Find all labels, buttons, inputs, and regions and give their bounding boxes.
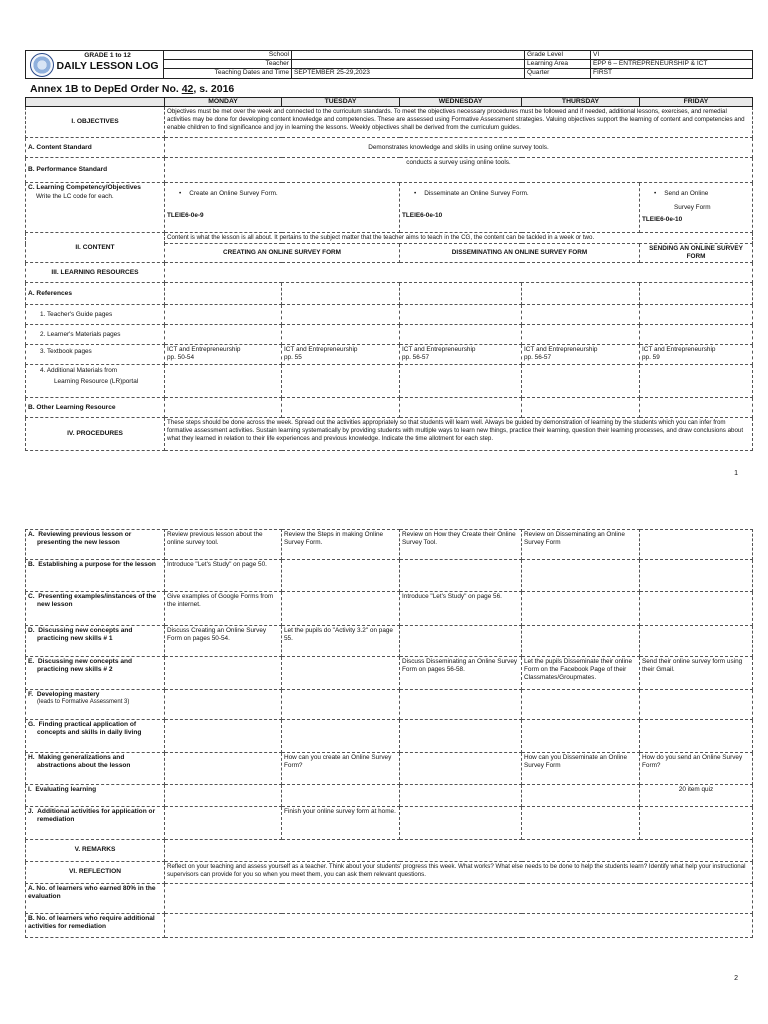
- teacher-value[interactable]: [292, 60, 525, 69]
- step-letter: D.: [28, 627, 35, 634]
- annex-number: 42: [181, 83, 194, 95]
- tg-thu[interactable]: [522, 305, 640, 325]
- step-cell-tue[interactable]: Review the Steps in making Online Survey Form.: [282, 530, 400, 560]
- step-cell-tue[interactable]: Finish your online survey form at home.: [282, 807, 400, 840]
- textbook-pages: pp. 55: [284, 354, 302, 362]
- references-tue[interactable]: [282, 283, 400, 305]
- procedure-step-label: [26, 530, 165, 560]
- content-mon-tue[interactable]: CREATING AN ONLINE SURVEY FORM: [165, 244, 400, 263]
- performance-standard-label: B. Performance Standard: [26, 158, 165, 183]
- step-cell-mon[interactable]: [165, 690, 282, 720]
- step-title: Establishing a purpose for the lesson: [38, 561, 156, 568]
- performance-standard-value[interactable]: conducts a survey using online tools.: [165, 158, 753, 183]
- reflection-label: VI. REFLECTION: [26, 862, 165, 884]
- am-tue[interactable]: [282, 365, 400, 398]
- step-cell-mon[interactable]: Review previous lesson about the online survey tool.: [165, 530, 282, 560]
- step-title: Evaluating learning: [35, 786, 97, 793]
- references-wed[interactable]: [400, 283, 522, 305]
- content-fri[interactable]: SENDING AN ONLINE SURVEY FORM: [640, 244, 753, 263]
- procedure-step-label: [26, 657, 165, 690]
- procedure-step-row: [26, 690, 753, 720]
- am-fri[interactable]: [640, 365, 753, 398]
- competency-send-1: Send an Online: [664, 190, 709, 198]
- learners-materials-label: 2. Learner's Materials pages: [26, 325, 165, 345]
- step-cell-tue[interactable]: [282, 690, 400, 720]
- step-title: Reviewing previous lesson or presenting the new lesson: [37, 531, 132, 547]
- step-cell-fri[interactable]: [640, 807, 753, 840]
- annex-line: [30, 83, 234, 95]
- content-wed-thu[interactable]: DISSEMINATING AN ONLINE SURVEY FORM: [400, 244, 640, 263]
- step-cell-mon[interactable]: Discuss Creating an Online Survey Form on pages 50-54.: [165, 626, 282, 657]
- procedure-step-row: [26, 753, 753, 785]
- procedures-label: IV. PROCEDURES: [26, 418, 165, 451]
- day-header-monday: MONDAY: [165, 98, 282, 107]
- step-cell-thu[interactable]: Let the pupils Disseminate their online Form on the Facebook Page of their Classmates/Groupmates.: [522, 657, 640, 690]
- learning-area-value[interactable]: EPP 6 – ENTREPRENEURSHIP & ICT: [591, 60, 753, 69]
- procedure-step-row: [26, 560, 753, 592]
- am-mon[interactable]: [165, 365, 282, 398]
- competency-create-code: TLEIE6-0e-9: [167, 212, 204, 220]
- content-standard-value[interactable]: Demonstrates knowledge and skills in using online survey tools.: [165, 138, 753, 158]
- competency-send-code: TLEIE6-0e-10: [642, 216, 683, 224]
- school-value[interactable]: [292, 51, 525, 60]
- remarks-cell[interactable]: [165, 840, 753, 862]
- procedure-step-row: [26, 530, 753, 560]
- step-letter: H.: [28, 754, 35, 761]
- page-number-2: 2: [734, 975, 738, 982]
- textbook-wed[interactable]: [400, 345, 522, 365]
- step-cell-thu[interactable]: [522, 560, 640, 592]
- step-cell-thu[interactable]: [522, 720, 640, 753]
- textbook-title: ICT and Entrepreneurship: [402, 346, 476, 354]
- tg-fri[interactable]: [640, 305, 753, 325]
- step-cell-wed[interactable]: [400, 626, 522, 657]
- lm-mon[interactable]: [165, 325, 282, 345]
- reflection-note: Reflect on your teaching and assess yourself as a teacher. Think about your students' progress this week. What works? What else needs to be done to help the students learn? Identify what help your instructional supervisors can provide for you so when you meet them, you can ask them relevant questions.: [165, 862, 753, 884]
- step-title: Discussing new concepts and practicing new skills # 1: [37, 627, 133, 643]
- header-table: [25, 50, 753, 79]
- step-cell-tue[interactable]: [282, 785, 400, 807]
- annex-suffix: , s. 2016: [193, 83, 235, 95]
- other-wed[interactable]: [400, 398, 522, 418]
- step-cell-thu[interactable]: Review on Disseminating an Online Survey Form: [522, 530, 640, 560]
- grade-level-label: Grade Level: [525, 51, 591, 60]
- step-cell-thu[interactable]: [522, 592, 640, 626]
- lm-tue[interactable]: [282, 325, 400, 345]
- textbook-title: ICT and Entrepreneurship: [167, 346, 241, 354]
- step-cell-tue[interactable]: Let the pupils do "Activity 3.2" on page 55.: [282, 626, 400, 657]
- learners-remediation-cell[interactable]: [165, 914, 753, 938]
- step-cell-mon[interactable]: Give examples of Google Forms from the internet.: [165, 592, 282, 626]
- step-cell-tue[interactable]: [282, 657, 400, 690]
- step-cell-fri[interactable]: 20 item quiz: [640, 785, 753, 807]
- tg-wed[interactable]: [400, 305, 522, 325]
- dates-value[interactable]: SEPTEMBER 25-29,2023: [292, 69, 525, 78]
- other-tue[interactable]: [282, 398, 400, 418]
- procedure-step-label: [26, 560, 165, 592]
- step-cell-wed[interactable]: [400, 807, 522, 840]
- competency-label: C. Learning Competency/Objectives: [28, 184, 141, 192]
- lm-fri[interactable]: [640, 325, 753, 345]
- references-label: A. References: [26, 283, 165, 305]
- textbook-thu[interactable]: [522, 345, 640, 365]
- step-cell-fri[interactable]: Send their online survey form using their Gmail.: [640, 657, 753, 690]
- additional-materials-line-1: 4. Additional Materials from: [40, 367, 118, 375]
- step-cell-mon[interactable]: [165, 657, 282, 690]
- learning-resources-label: III. LEARNING RESOURCES: [26, 263, 165, 283]
- step-cell-fri[interactable]: [640, 720, 753, 753]
- step-cell-tue[interactable]: [282, 592, 400, 626]
- header-brand: [26, 51, 164, 79]
- am-wed[interactable]: [400, 365, 522, 398]
- procedure-step-row: [26, 626, 753, 657]
- learners-remediation-label: B. No. of learners who require additional activities for remediation: [26, 914, 165, 938]
- day-header-wednesday: WEDNESDAY: [400, 98, 522, 107]
- competency-disseminate: Disseminate an Online Survey Form.: [424, 190, 529, 198]
- competency-fri[interactable]: [640, 183, 753, 233]
- step-letter: C.: [28, 593, 35, 600]
- step-cell-tue[interactable]: [282, 720, 400, 753]
- grade-range: GRADE 1 to 12: [84, 51, 131, 59]
- step-cell-thu[interactable]: [522, 807, 640, 840]
- learners-80-label: A. No. of learners who earned 80% in the evaluation: [26, 884, 165, 914]
- textbook-title: ICT and Entrepreneurship: [524, 346, 598, 354]
- procedure-step-row: [26, 785, 753, 807]
- references-fri[interactable]: [640, 283, 753, 305]
- step-title: Developing mastery: [36, 691, 100, 698]
- textbook-label: 3. Textbook pages: [26, 345, 165, 365]
- dates-label: Teaching Dates and Time: [164, 69, 292, 78]
- other-mon[interactable]: [165, 398, 282, 418]
- page-2: [0, 512, 768, 1024]
- step-cell-wed[interactable]: [400, 720, 522, 753]
- step-cell-thu[interactable]: How can you Disseminate an Online Survey Form: [522, 753, 640, 785]
- step-cell-fri[interactable]: How do you send an Online Survey Form?: [640, 753, 753, 785]
- step-sub: (leads to Formative Assessment 3): [37, 699, 130, 706]
- step-cell-wed[interactable]: [400, 753, 522, 785]
- school-label: School: [164, 51, 292, 60]
- teachers-guide-label: 1. Teacher's Guide pages: [26, 305, 165, 325]
- step-title: Finding practical application of concepts and skills in daily living: [37, 721, 142, 737]
- learning-resources-cell: [165, 263, 753, 283]
- procedures-table: [25, 529, 753, 938]
- step-letter: J.: [28, 808, 34, 815]
- annex-prefix: Annex 1B to DepEd Order No.: [30, 83, 182, 95]
- day-header-friday: FRIDAY: [640, 98, 753, 107]
- competency-mon-tue[interactable]: [165, 183, 400, 233]
- step-cell-fri[interactable]: [640, 530, 753, 560]
- teacher-label: Teacher: [164, 60, 292, 69]
- step-cell-tue[interactable]: How can you create an Online Survey Form?: [282, 753, 400, 785]
- procedure-step-label: [26, 720, 165, 753]
- tg-mon[interactable]: [165, 305, 282, 325]
- step-letter: A.: [28, 531, 35, 538]
- references-mon[interactable]: [165, 283, 282, 305]
- procedure-step-label: [26, 753, 165, 785]
- procedure-step-label: [26, 626, 165, 657]
- dll-main-table: [25, 97, 753, 451]
- step-letter: I.: [28, 786, 32, 793]
- step-cell-wed[interactable]: Introduce "Let's Study" on page 56.: [400, 592, 522, 626]
- day-header-thursday: THURSDAY: [522, 98, 640, 107]
- textbook-pages: pp. 59: [642, 354, 660, 362]
- procedure-step-row: [26, 592, 753, 626]
- step-cell-wed[interactable]: [400, 560, 522, 592]
- procedure-step-label: [26, 807, 165, 840]
- procedure-step-label: [26, 690, 165, 720]
- step-letter: E.: [28, 658, 35, 665]
- page-number-1: 1: [734, 470, 738, 477]
- step-cell-mon[interactable]: [165, 753, 282, 785]
- textbook-pages: pp. 56-57: [524, 354, 552, 362]
- competency-send-2: Survey Form: [674, 204, 711, 212]
- competency-create: Create an Online Survey Form.: [189, 190, 278, 198]
- objectives-label: I. OBJECTIVES: [26, 107, 165, 138]
- quarter-value[interactable]: FIRST: [591, 69, 753, 78]
- step-title: Presenting examples/instances of the new lesson: [37, 593, 157, 609]
- additional-materials-line-2: Learning Resource (LR)portal: [54, 378, 139, 386]
- competency-disseminate-code: TLEIE6-0e-10: [402, 212, 443, 220]
- textbook-title: ICT and Entrepreneurship: [642, 346, 716, 354]
- textbook-tue[interactable]: [282, 345, 400, 365]
- tg-tue[interactable]: [282, 305, 400, 325]
- day-header-tuesday: TUESDAY: [282, 98, 400, 107]
- step-cell-fri[interactable]: [640, 626, 753, 657]
- procedure-step-label: [26, 592, 165, 626]
- other-resource-label: B. Other Learning Resource: [26, 398, 165, 418]
- learners-80-cell[interactable]: [165, 884, 753, 914]
- day-header-blank: [26, 98, 165, 107]
- procedure-step-row: [26, 657, 753, 690]
- additional-materials-label: [26, 365, 165, 398]
- step-title: Additional activities for application or remediation: [37, 808, 156, 824]
- textbook-mon[interactable]: [165, 345, 282, 365]
- step-title: Making generalizations and abstractions about the lesson: [37, 754, 131, 770]
- step-cell-thu[interactable]: [522, 785, 640, 807]
- step-cell-wed[interactable]: [400, 785, 522, 807]
- step-cell-mon[interactable]: [165, 807, 282, 840]
- step-letter: B.: [28, 561, 35, 568]
- content-standard-label: A. Content Standard: [26, 138, 165, 158]
- textbook-title: ICT and Entrepreneurship: [284, 346, 358, 354]
- step-cell-fri[interactable]: [640, 690, 753, 720]
- other-fri[interactable]: [640, 398, 753, 418]
- step-cell-mon[interactable]: [165, 785, 282, 807]
- objectives-note: Objectives must be met over the week and connected to the curriculum standards. To meet the objectives necessary procedures must be followed and if needed, additional lessons, exercises, and remedial activities may be done for developing content knowledge and competencies. These are assessed using Formative Assessment strategies. Valuing objectives support the learning of content and competencies and enable children to find significance and joy in learning the lessons. Weekly objectives shall be derived from the curriculum guides.: [165, 107, 753, 138]
- step-cell-wed[interactable]: Discuss Disseminating an Online Survey Form on pages 56-58.: [400, 657, 522, 690]
- procedure-step-row: [26, 720, 753, 753]
- procedure-step-row: [26, 807, 753, 840]
- step-cell-fri[interactable]: [640, 592, 753, 626]
- lm-wed[interactable]: [400, 325, 522, 345]
- competency-wed-thu[interactable]: [400, 183, 640, 233]
- step-cell-thu[interactable]: [522, 626, 640, 657]
- competency-sublabel: Write the LC code for each.: [36, 192, 114, 200]
- step-title: Discussing new concepts and practicing new skills # 2: [37, 658, 133, 674]
- quarter-label: Quarter: [525, 69, 591, 78]
- step-cell-thu[interactable]: [522, 690, 640, 720]
- procedure-step-label: [26, 785, 165, 807]
- deped-seal-icon: [30, 53, 54, 77]
- remarks-label: V. REMARKS: [26, 840, 165, 862]
- step-cell-tue[interactable]: [282, 560, 400, 592]
- am-thu[interactable]: [522, 365, 640, 398]
- lm-thu[interactable]: [522, 325, 640, 345]
- step-cell-fri[interactable]: [640, 560, 753, 592]
- dll-title: DAILY LESSON LOG: [56, 60, 159, 73]
- other-thu[interactable]: [522, 398, 640, 418]
- step-cell-wed[interactable]: [400, 690, 522, 720]
- step-cell-wed[interactable]: Review on How they Create their Online Survey Tool.: [400, 530, 522, 560]
- step-cell-mon[interactable]: Introduce "Let's Study" on page 50.: [165, 560, 282, 592]
- grade-level-value[interactable]: VI: [591, 51, 753, 60]
- textbook-fri[interactable]: [640, 345, 753, 365]
- references-thu[interactable]: [522, 283, 640, 305]
- content-label: II. CONTENT: [26, 233, 165, 263]
- textbook-pages: pp. 50-54: [167, 354, 195, 362]
- step-cell-mon[interactable]: [165, 720, 282, 753]
- procedures-note: These steps should be done across the week. Spread out the activities appropriately so that students will learn well. Always be guided by demonstration of learning by the students which you can infer from formative assessment activities. Sustain learning systematically by providing students with multiple ways to learn new things, practice their learning, question their learning processes, and draw conclusions about what they learned in relation to their life experiences and previous knowledge. Indicate the time allotment for each step.: [165, 418, 753, 451]
- step-letter: F.: [28, 691, 34, 698]
- learning-area-label: Learning Area: [525, 60, 591, 69]
- textbook-pages: pp. 56-57: [402, 354, 430, 362]
- content-note: Content is what the lesson is all about. It pertains to the subject matter that the teacher aims to teach in the CG, the content can be tackled in a week or two.: [165, 233, 753, 244]
- competency-label-cell: [26, 183, 165, 233]
- step-letter: G.: [28, 721, 35, 728]
